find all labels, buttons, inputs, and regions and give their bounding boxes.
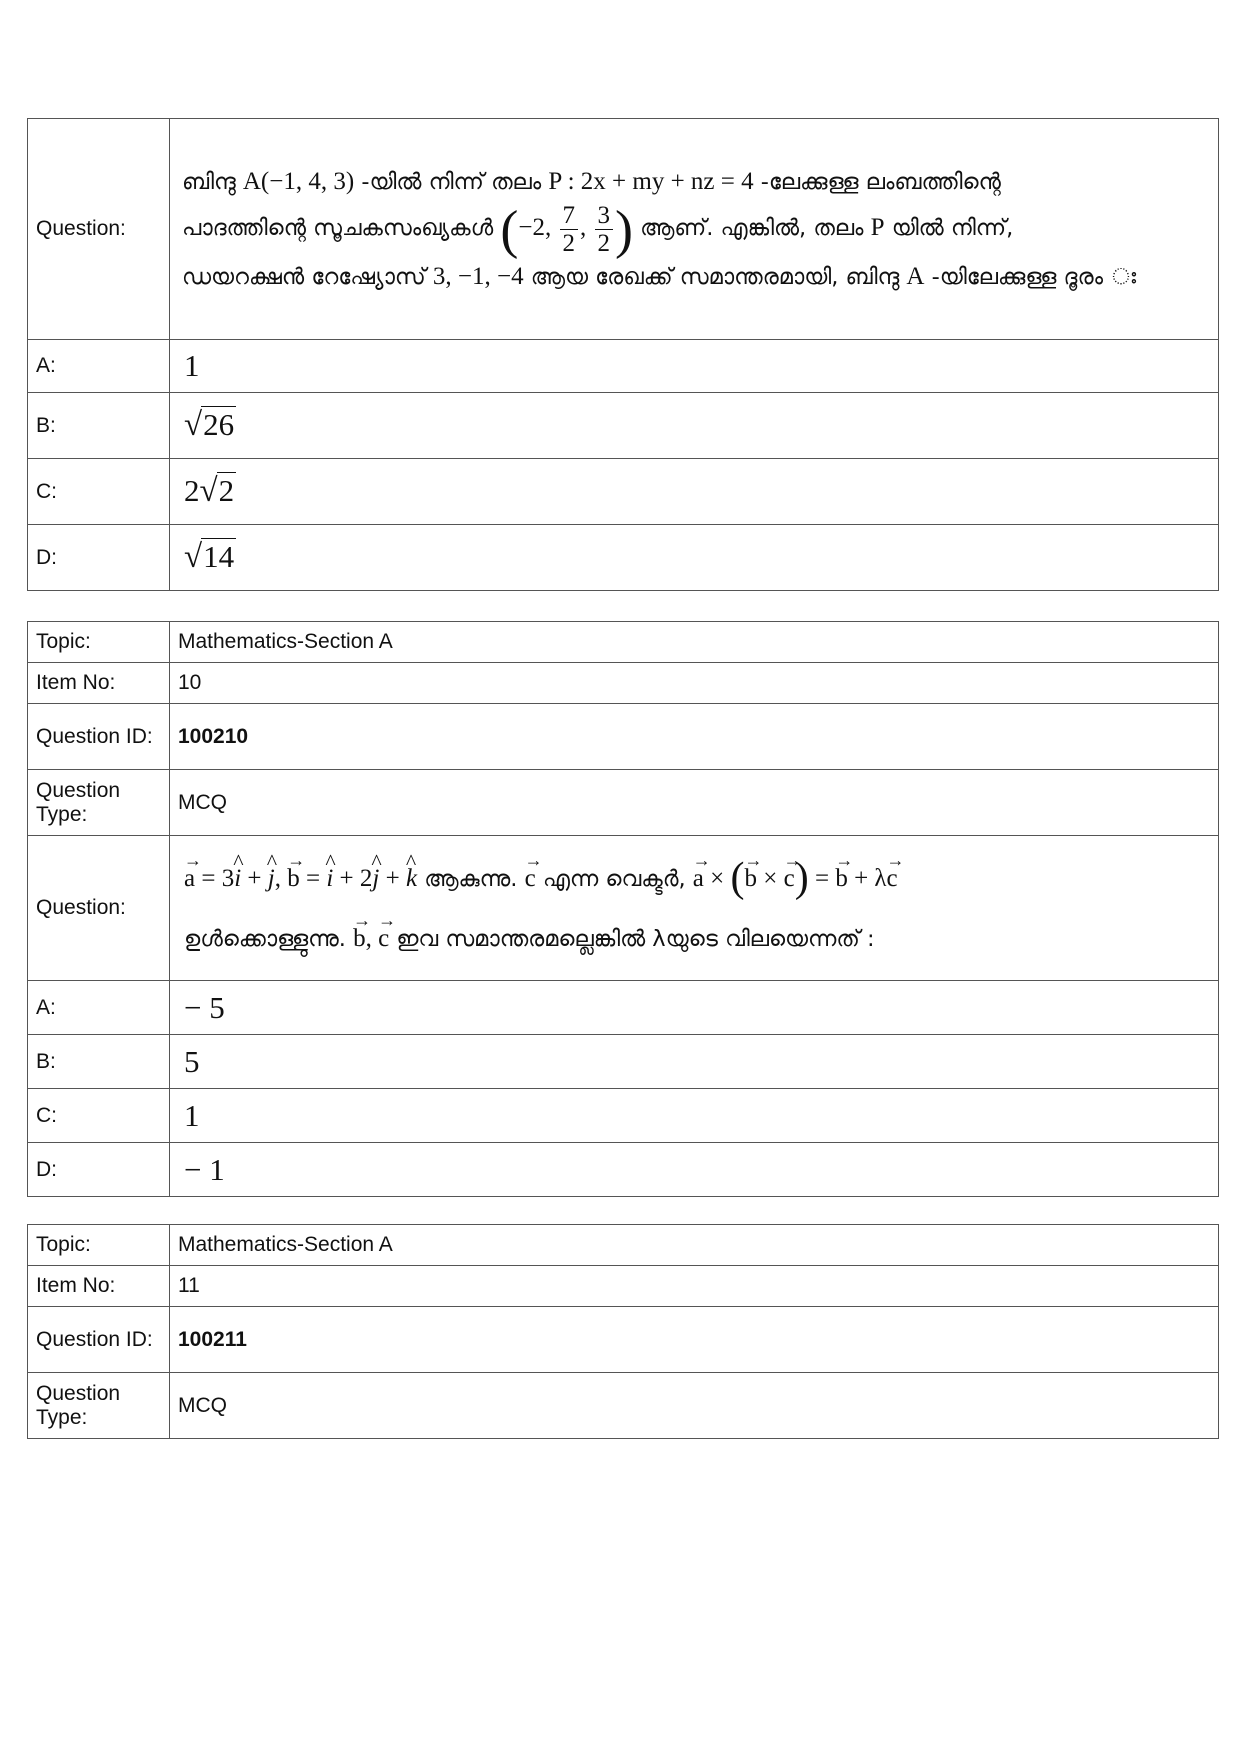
option-c-value: 2√2 [170, 459, 1219, 525]
topic-value: Mathematics-Section A [170, 1225, 1219, 1266]
question-id-label: Question ID: [28, 704, 170, 770]
item-no-label: Item No: [28, 1266, 170, 1307]
topic-label: Topic: [28, 622, 170, 663]
item-no-label: Item No: [28, 663, 170, 704]
option-b-label: B: [28, 1035, 170, 1089]
option-a-label: A: [28, 981, 170, 1035]
question-type-value: MCQ [170, 1373, 1219, 1439]
option-d-value: √14 [170, 525, 1219, 591]
topic-label: Topic: [28, 1225, 170, 1266]
option-d-label: D: [28, 1143, 170, 1197]
question-text: ബിന്ദു A(−1, 4, 3) -യിൽ നിന്ന് തലം P : 2x + my + nz = 4 -ലേക്കുള്ള ലംബത്തിന്റെ പാദത്തിന്റെ സൂചകസംഖ്യകൾ (−2, $\frac{7}{2}$ , $\frac{3}{2}$ ) ആണ്. എങ്കിൽ, തലം P യിൽ നിന്ന്, ഡയറക്ഷൻ റേഷ്യോസ് 3, −1, −4 ആയ രേഖക്ക് സമാന്തരമായി, ബിന്ദു A -യിലേക്കുള്ള ദൂരം ഃ [170, 119, 1219, 340]
question-label: Question: [28, 836, 170, 981]
option-d-value: − 1 [170, 1143, 1219, 1197]
question-block-2 [27, 621, 1219, 1197]
question-text: → a = 3^ i + ^ j, → b = ^ i + 2^ j + ^ k ആകുന്നു. → c എന്ന വെക്ടർ, → a × (→ b × → c) = → b + λ→ c ഉൾക്കൊള്ളുന്നു. → b, → c ഇവ സമാന്തരമല്ലെങ്കിൽ λയുടെ വിലയെന്നത് : [170, 836, 1219, 981]
question-type-label: Question Type: [28, 1373, 170, 1439]
option-a-value: − 5 [170, 981, 1219, 1035]
question-type-value: MCQ [170, 770, 1219, 836]
question-id-label: Question ID: [28, 1307, 170, 1373]
foot-coordinates: (−2, $\frac{7}{2}$ , $\frac{3}{2}$ ) [500, 199, 633, 259]
question-block-3 [27, 1224, 1219, 1439]
option-c-value: 1 [170, 1089, 1219, 1143]
question-block-1 [27, 118, 1219, 591]
option-a-value: 1 [170, 340, 1219, 393]
option-c-label: C: [28, 459, 170, 525]
option-d-label: D: [28, 525, 170, 591]
option-a-label: A: [28, 340, 170, 393]
question-id-value: 100210 [170, 704, 1219, 770]
question-label: Question: [28, 119, 170, 340]
question-id-value: 100211 [170, 1307, 1219, 1373]
option-b-value: √26 [170, 393, 1219, 459]
question-type-label: Question Type: [28, 770, 170, 836]
item-no-value: 11 [170, 1266, 1219, 1307]
topic-value: Mathematics-Section A [170, 622, 1219, 663]
option-b-label: B: [28, 393, 170, 459]
item-no-value: 10 [170, 663, 1219, 704]
option-b-value: 5 [170, 1035, 1219, 1089]
option-c-label: C: [28, 1089, 170, 1143]
